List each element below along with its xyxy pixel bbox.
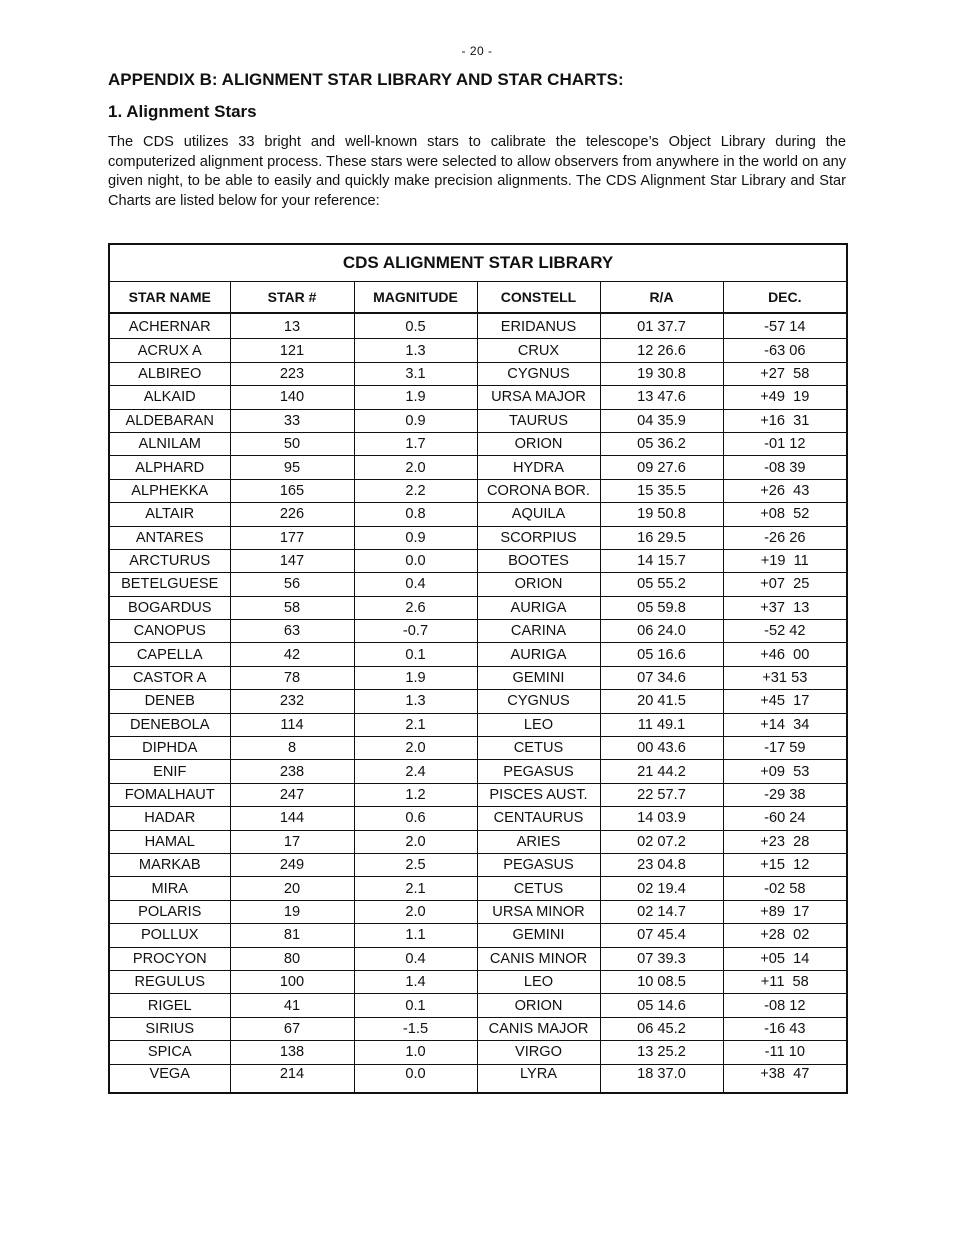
dec-cell: +08 52 (723, 503, 847, 526)
constellation-cell: CORONA BOR. (477, 479, 600, 502)
star-name-cell: FOMALHAUT (109, 783, 230, 806)
table-row (109, 526, 847, 549)
constellation-cell: CETUS (477, 877, 600, 900)
constellation-cell: LEO (477, 970, 600, 993)
alignment-star-table (108, 243, 848, 1094)
star-name-cell: PROCYON (109, 947, 230, 970)
magnitude-cell: 1.9 (354, 666, 477, 689)
table-row (109, 313, 847, 339)
star-number-cell: 226 (230, 503, 354, 526)
table-row (109, 783, 847, 806)
constellation-cell: CENTAURUS (477, 807, 600, 830)
dec-cell: +27 58 (723, 362, 847, 385)
magnitude-cell: 1.2 (354, 783, 477, 806)
star-number-cell: 144 (230, 807, 354, 830)
dec-cell: -01 12 (723, 432, 847, 455)
constellation-cell: CETUS (477, 737, 600, 760)
ra-cell: 12 26.6 (600, 339, 723, 362)
ra-cell: 19 50.8 (600, 503, 723, 526)
constellation-cell: CARINA (477, 620, 600, 643)
constellation-cell: SCORPIUS (477, 526, 600, 549)
table-row (109, 853, 847, 876)
star-number-cell: 8 (230, 737, 354, 760)
constellation-cell: LYRA (477, 1064, 600, 1093)
star-number-cell: 63 (230, 620, 354, 643)
table-row (109, 1041, 847, 1064)
dec-cell: -26 26 (723, 526, 847, 549)
ra-cell: 23 04.8 (600, 853, 723, 876)
star-name-cell: ALNILAM (109, 432, 230, 455)
header-right-ascension: R/A (600, 282, 723, 314)
magnitude-cell: 1.1 (354, 924, 477, 947)
ra-cell: 15 35.5 (600, 479, 723, 502)
star-number-cell: 232 (230, 690, 354, 713)
ra-cell: 05 55.2 (600, 573, 723, 596)
dec-cell: +14 34 (723, 713, 847, 736)
star-name-cell: ACRUX A (109, 339, 230, 362)
table-row (109, 924, 847, 947)
star-name-cell: BETELGUESE (109, 573, 230, 596)
ra-cell: 21 44.2 (600, 760, 723, 783)
dec-cell: +31 53 (723, 666, 847, 689)
ra-cell: 19 30.8 (600, 362, 723, 385)
star-number-cell: 223 (230, 362, 354, 385)
ra-cell: 06 24.0 (600, 620, 723, 643)
star-name-cell: CASTOR A (109, 666, 230, 689)
star-name-cell: ALBIREO (109, 362, 230, 385)
magnitude-cell: 1.3 (354, 339, 477, 362)
table-row (109, 1064, 847, 1093)
table-row (109, 877, 847, 900)
star-number-cell: 247 (230, 783, 354, 806)
constellation-cell: LEO (477, 713, 600, 736)
constellation-cell: CANIS MINOR (477, 947, 600, 970)
dec-cell: +05 14 (723, 947, 847, 970)
constellation-cell: AURIGA (477, 643, 600, 666)
header-star-number: STAR # (230, 282, 354, 314)
table-row (109, 339, 847, 362)
constellation-cell: GEMINI (477, 924, 600, 947)
constellation-cell: HYDRA (477, 456, 600, 479)
table-body (109, 313, 847, 1093)
table-row (109, 549, 847, 572)
intro-paragraph: The CDS utilizes 33 bright and well-known stars to calibrate the telescope’s Object Library during the computerized alignment process. These stars were selected to allow observers from anywhere in the world on any given night, to be able to easily and quickly make precision alignments. The CDS Alignment Star Library and Star Charts are listed below for your reference: (108, 134, 846, 209)
magnitude-cell: -0.7 (354, 620, 477, 643)
magnitude-cell: 0.1 (354, 643, 477, 666)
star-name-cell: SPICA (109, 1041, 230, 1064)
header-star-name: STAR NAME (109, 282, 230, 314)
constellation-cell: PEGASUS (477, 853, 600, 876)
magnitude-cell: -1.5 (354, 1017, 477, 1040)
magnitude-cell: 1.7 (354, 432, 477, 455)
table-row (109, 737, 847, 760)
constellation-cell: URSA MAJOR (477, 386, 600, 409)
ra-cell: 22 57.7 (600, 783, 723, 806)
dec-cell: +38 47 (723, 1064, 847, 1093)
magnitude-cell: 3.1 (354, 362, 477, 385)
star-name-cell: ACHERNAR (109, 313, 230, 339)
star-name-cell: HADAR (109, 807, 230, 830)
table-row (109, 643, 847, 666)
star-name-cell: SIRIUS (109, 1017, 230, 1040)
table-row (109, 409, 847, 432)
star-number-cell: 67 (230, 1017, 354, 1040)
ra-cell: 14 03.9 (600, 807, 723, 830)
constellation-cell: GEMINI (477, 666, 600, 689)
constellation-cell: ARIES (477, 830, 600, 853)
ra-cell: 02 19.4 (600, 877, 723, 900)
star-name-cell: CANOPUS (109, 620, 230, 643)
star-name-cell: MARKAB (109, 853, 230, 876)
table-row (109, 713, 847, 736)
magnitude-cell: 2.6 (354, 596, 477, 619)
ra-cell: 02 14.7 (600, 900, 723, 923)
magnitude-cell: 1.0 (354, 1041, 477, 1064)
dec-cell: +15 12 (723, 853, 847, 876)
table-row (109, 690, 847, 713)
star-number-cell: 114 (230, 713, 354, 736)
constellation-cell: PEGASUS (477, 760, 600, 783)
magnitude-cell: 2.1 (354, 713, 477, 736)
dec-cell: +49 19 (723, 386, 847, 409)
star-name-cell: DENEBOLA (109, 713, 230, 736)
star-name-cell: RIGEL (109, 994, 230, 1017)
star-number-cell: 140 (230, 386, 354, 409)
ra-cell: 06 45.2 (600, 1017, 723, 1040)
constellation-cell: VIRGO (477, 1041, 600, 1064)
star-name-cell: DENEB (109, 690, 230, 713)
star-name-cell: CAPELLA (109, 643, 230, 666)
ra-cell: 10 08.5 (600, 970, 723, 993)
appendix-title: APPENDIX B: ALIGNMENT STAR LIBRARY AND STAR CHARTS: (108, 70, 624, 89)
magnitude-cell: 0.0 (354, 1064, 477, 1093)
dec-cell: +46 00 (723, 643, 847, 666)
ra-cell: 07 45.4 (600, 924, 723, 947)
ra-cell: 14 15.7 (600, 549, 723, 572)
constellation-cell: AURIGA (477, 596, 600, 619)
dec-cell: -29 38 (723, 783, 847, 806)
ra-cell: 05 59.8 (600, 596, 723, 619)
star-name-cell: POLARIS (109, 900, 230, 923)
table-header-row (109, 282, 847, 314)
dec-cell: +28 02 (723, 924, 847, 947)
star-number-cell: 238 (230, 760, 354, 783)
star-name-cell: DIPHDA (109, 737, 230, 760)
ra-cell: 09 27.6 (600, 456, 723, 479)
constellation-cell: CYGNUS (477, 362, 600, 385)
star-name-cell: VEGA (109, 1064, 230, 1093)
star-number-cell: 33 (230, 409, 354, 432)
star-number-cell: 17 (230, 830, 354, 853)
table-title: CDS ALIGNMENT STAR LIBRARY (109, 244, 847, 282)
magnitude-cell: 0.8 (354, 503, 477, 526)
magnitude-cell: 0.4 (354, 573, 477, 596)
star-number-cell: 19 (230, 900, 354, 923)
star-name-cell: HAMAL (109, 830, 230, 853)
dec-cell: -17 59 (723, 737, 847, 760)
header-constellation: CONSTELL (477, 282, 600, 314)
table-row (109, 573, 847, 596)
table-row (109, 362, 847, 385)
star-number-cell: 13 (230, 313, 354, 339)
star-number-cell: 78 (230, 666, 354, 689)
magnitude-cell: 0.9 (354, 409, 477, 432)
constellation-cell: URSA MINOR (477, 900, 600, 923)
dec-cell: -08 12 (723, 994, 847, 1017)
ra-cell: 13 25.2 (600, 1041, 723, 1064)
star-name-cell: BOGARDUS (109, 596, 230, 619)
ra-cell: 11 49.1 (600, 713, 723, 736)
section-title: 1. Alignment Stars (108, 102, 257, 121)
ra-cell: 05 36.2 (600, 432, 723, 455)
dec-cell: +89 17 (723, 900, 847, 923)
ra-cell: 05 14.6 (600, 994, 723, 1017)
star-number-cell: 56 (230, 573, 354, 596)
ra-cell: 01 37.7 (600, 313, 723, 339)
magnitude-cell: 1.9 (354, 386, 477, 409)
magnitude-cell: 2.2 (354, 479, 477, 502)
ra-cell: 00 43.6 (600, 737, 723, 760)
star-name-cell: POLLUX (109, 924, 230, 947)
dec-cell: +23 28 (723, 830, 847, 853)
dec-cell: +09 53 (723, 760, 847, 783)
star-name-cell: ALKAID (109, 386, 230, 409)
dec-cell: +16 31 (723, 409, 847, 432)
star-number-cell: 80 (230, 947, 354, 970)
dec-cell: +19 11 (723, 549, 847, 572)
constellation-cell: PISCES AUST. (477, 783, 600, 806)
table-row (109, 947, 847, 970)
dec-cell: -02 58 (723, 877, 847, 900)
magnitude-cell: 2.0 (354, 737, 477, 760)
dec-cell: -57 14 (723, 313, 847, 339)
table-row (109, 994, 847, 1017)
magnitude-cell: 0.0 (354, 549, 477, 572)
table-row (109, 830, 847, 853)
star-name-cell: ALPHARD (109, 456, 230, 479)
magnitude-cell: 0.5 (354, 313, 477, 339)
ra-cell: 02 07.2 (600, 830, 723, 853)
star-name-cell: MIRA (109, 877, 230, 900)
dec-cell: +11 58 (723, 970, 847, 993)
magnitude-cell: 2.0 (354, 900, 477, 923)
magnitude-cell: 1.3 (354, 690, 477, 713)
header-declination: DEC. (723, 282, 847, 314)
magnitude-cell: 0.1 (354, 994, 477, 1017)
ra-cell: 07 34.6 (600, 666, 723, 689)
dec-cell: -08 39 (723, 456, 847, 479)
table-row (109, 456, 847, 479)
dec-cell: -63 06 (723, 339, 847, 362)
star-number-cell: 42 (230, 643, 354, 666)
star-name-cell: ALDEBARAN (109, 409, 230, 432)
header-magnitude: MAGNITUDE (354, 282, 477, 314)
constellation-cell: ORION (477, 573, 600, 596)
dec-cell: -52 42 (723, 620, 847, 643)
magnitude-cell: 2.1 (354, 877, 477, 900)
table-row (109, 596, 847, 619)
star-number-cell: 249 (230, 853, 354, 876)
star-name-cell: REGULUS (109, 970, 230, 993)
constellation-cell: CYGNUS (477, 690, 600, 713)
table-row (109, 386, 847, 409)
magnitude-cell: 2.4 (354, 760, 477, 783)
dec-cell: +07 25 (723, 573, 847, 596)
page-number: - 20 - (461, 44, 493, 58)
star-number-cell: 100 (230, 970, 354, 993)
magnitude-cell: 1.4 (354, 970, 477, 993)
star-number-cell: 81 (230, 924, 354, 947)
star-name-cell: ANTARES (109, 526, 230, 549)
magnitude-cell: 0.4 (354, 947, 477, 970)
table-row (109, 1017, 847, 1040)
table-row (109, 970, 847, 993)
dec-cell: -11 10 (723, 1041, 847, 1064)
constellation-cell: TAURUS (477, 409, 600, 432)
magnitude-cell: 0.6 (354, 807, 477, 830)
star-number-cell: 177 (230, 526, 354, 549)
table-row (109, 760, 847, 783)
magnitude-cell: 2.5 (354, 853, 477, 876)
magnitude-cell: 0.9 (354, 526, 477, 549)
star-number-cell: 121 (230, 339, 354, 362)
constellation-cell: CRUX (477, 339, 600, 362)
constellation-cell: AQUILA (477, 503, 600, 526)
table-row (109, 432, 847, 455)
star-number-cell: 95 (230, 456, 354, 479)
table-row (109, 479, 847, 502)
constellation-cell: CANIS MAJOR (477, 1017, 600, 1040)
table-row (109, 807, 847, 830)
dec-cell: -16 43 (723, 1017, 847, 1040)
star-number-cell: 147 (230, 549, 354, 572)
table-row (109, 503, 847, 526)
dec-cell: +37 13 (723, 596, 847, 619)
star-name-cell: ALTAIR (109, 503, 230, 526)
star-name-cell: ARCTURUS (109, 549, 230, 572)
ra-cell: 05 16.6 (600, 643, 723, 666)
table-row (109, 666, 847, 689)
star-number-cell: 20 (230, 877, 354, 900)
star-name-cell: ALPHEKKA (109, 479, 230, 502)
star-name-cell: ENIF (109, 760, 230, 783)
star-number-cell: 165 (230, 479, 354, 502)
ra-cell: 07 39.3 (600, 947, 723, 970)
table-row (109, 620, 847, 643)
constellation-cell: ERIDANUS (477, 313, 600, 339)
table-row (109, 900, 847, 923)
dec-cell: +45 17 (723, 690, 847, 713)
constellation-cell: ORION (477, 432, 600, 455)
table-title-row (109, 244, 847, 282)
star-number-cell: 41 (230, 994, 354, 1017)
star-number-cell: 58 (230, 596, 354, 619)
magnitude-cell: 2.0 (354, 830, 477, 853)
dec-cell: -60 24 (723, 807, 847, 830)
constellation-cell: ORION (477, 994, 600, 1017)
ra-cell: 13 47.6 (600, 386, 723, 409)
ra-cell: 16 29.5 (600, 526, 723, 549)
star-number-cell: 50 (230, 432, 354, 455)
dec-cell: +26 43 (723, 479, 847, 502)
magnitude-cell: 2.0 (354, 456, 477, 479)
star-number-cell: 138 (230, 1041, 354, 1064)
constellation-cell: BOOTES (477, 549, 600, 572)
ra-cell: 20 41.5 (600, 690, 723, 713)
star-number-cell: 214 (230, 1064, 354, 1093)
ra-cell: 04 35.9 (600, 409, 723, 432)
ra-cell: 18 37.0 (600, 1064, 723, 1093)
